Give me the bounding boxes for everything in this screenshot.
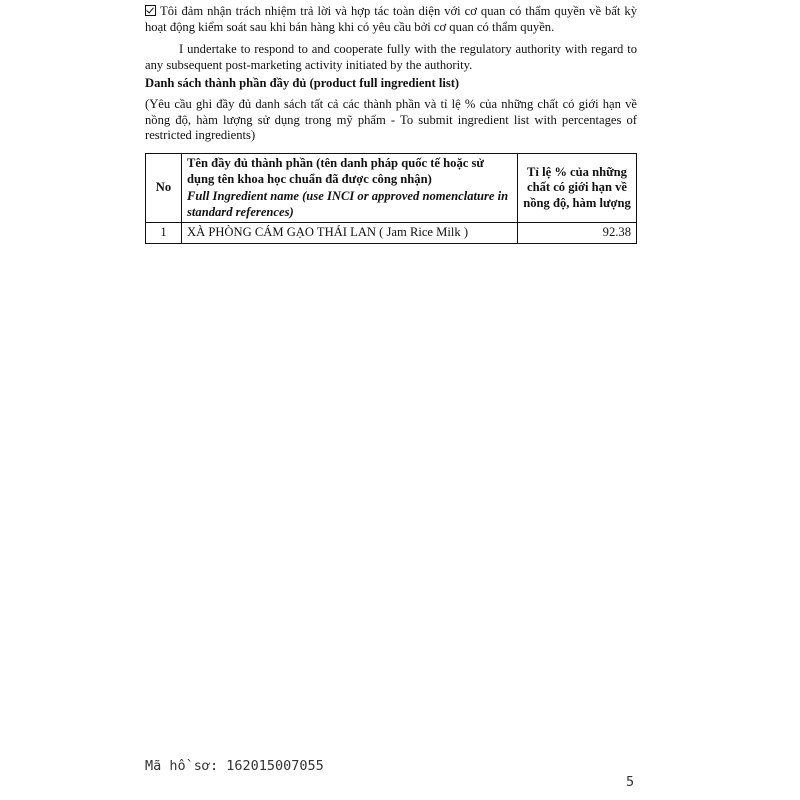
header-rate: Tỉ lệ % của những chất có giới hạn về nồng độ, hàm lượng — [518, 154, 637, 223]
header-name-vi: Tên đầy đủ thành phần (tên danh pháp quốc tế hoặc sử dụng tên khoa học chuẩn đã được công nhận) — [187, 156, 484, 186]
dossier-code: Mã hồ sơ: 162015007055 — [145, 758, 324, 774]
commitment-vi — [145, 4, 637, 35]
header-no: No — [146, 154, 182, 223]
table-row — [146, 223, 637, 244]
commitment-en: I undertake to respond to and cooperate fully with the regulatory authority with regard to any subsequent post-marketing activity initiated by the authority. — [145, 42, 637, 72]
ingredient-list-note: (Yêu cầu ghi đầy đủ danh sách tất cả các thành phần và tỉ lệ % của những chất có giới hạn về nồng độ, hàm lượng sử dụng trong mỹ phẩm - To submit ingredient list with percentages of restricted ingredients) — [145, 97, 637, 142]
row-ingredient-name: XÀ PHÒNG CÁM GẠO THÁI LAN ( Jam Rice Milk ) — [182, 223, 518, 244]
commitment-vi-text: Tôi đảm nhận trách nhiệm trả lời và hợp tác toàn diện với cơ quan có thẩm quyền về bất kỳ hoạt động kiểm soát sau khi bán hàng khi có yêu cầu bởi cơ quan có thẩm quyền. — [145, 4, 637, 34]
checked-checkbox-icon — [145, 5, 156, 16]
header-ingredient-name — [182, 154, 518, 223]
header-name-en: Full Ingredient name (use INCI or approved nomenclature in standard references) — [187, 189, 509, 219]
table-header-row — [146, 154, 637, 223]
ingredient-table — [145, 153, 637, 244]
ingredient-list-heading: Danh sách thành phần đầy đủ (product full ingredient list) — [145, 76, 460, 90]
row-no: 1 — [146, 223, 182, 244]
page-number: 5 — [626, 774, 635, 790]
row-rate: 92.38 — [518, 223, 637, 244]
